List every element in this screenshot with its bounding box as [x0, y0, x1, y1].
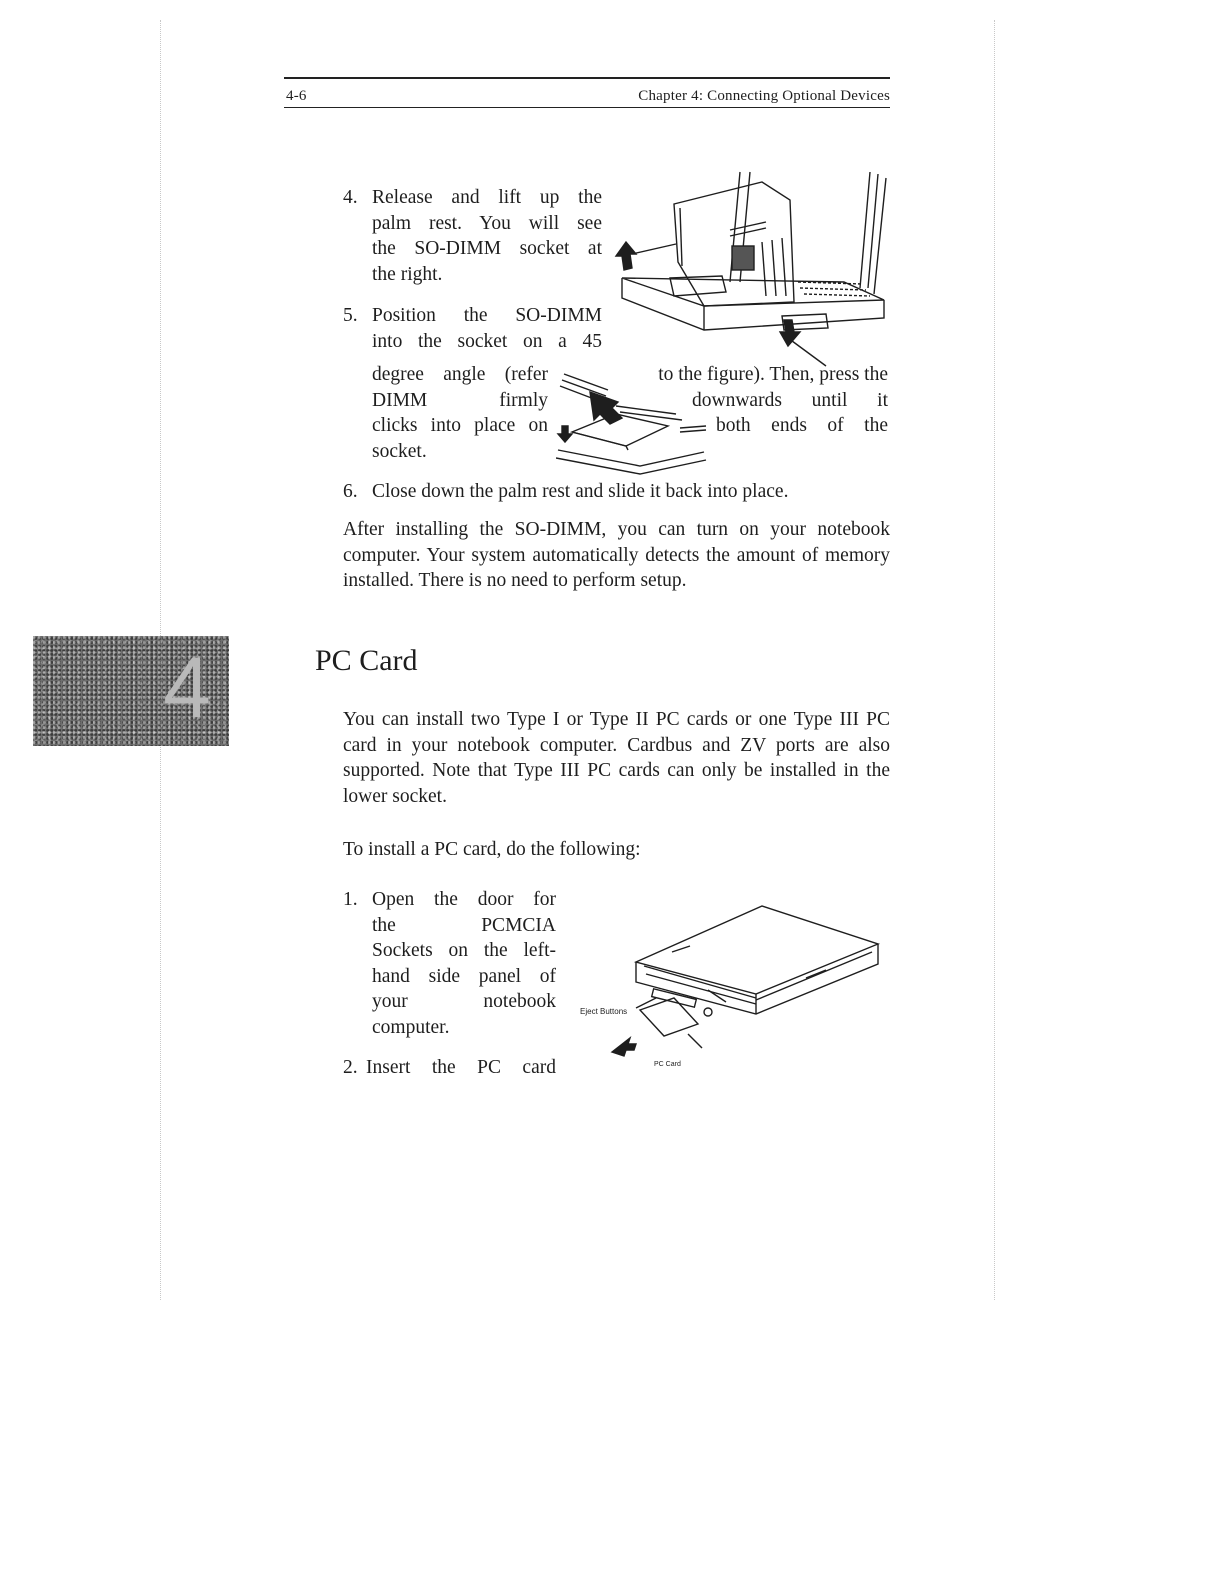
header-rule-bottom — [284, 107, 890, 108]
text-line: to the figure). Then, press the — [658, 364, 888, 385]
header-rule-top — [284, 77, 890, 79]
text-line: the SO-DIMM socket at — [372, 238, 602, 259]
text-line: into the socket on a 45 — [372, 330, 602, 352]
step-5-text-top — [372, 303, 602, 354]
pc-card-label: PC Card — [654, 1061, 681, 1068]
text-line: degree angle (refer — [372, 364, 548, 385]
step-6-text: Close down the palm rest and slide it back into place. — [372, 481, 789, 502]
scan-edge-right — [994, 20, 995, 1300]
step-4-text — [372, 185, 602, 287]
text-line: Insert the PC card — [366, 1057, 556, 1078]
pc-step-1-text — [372, 887, 556, 1040]
text-line: both ends of the — [716, 415, 888, 436]
step-5-number: 5. — [343, 305, 358, 326]
chapter-thumb-number: 4 — [163, 640, 211, 736]
text-line: clicks into place on — [372, 415, 548, 436]
text-line: DIMM firmly — [372, 389, 548, 411]
step-6-number: 6. — [343, 481, 358, 502]
text-line: your notebook — [372, 991, 556, 1012]
text-line: Sockets on the left- — [372, 940, 556, 961]
chapter-title: Chapter 4: Connecting Optional Devices — [638, 88, 890, 104]
text-line: socket. — [372, 440, 427, 462]
pc-card-insert-figure — [576, 894, 886, 1072]
text-line: downwards until it — [692, 389, 888, 411]
eject-buttons-label: Eject Buttons — [580, 1007, 628, 1016]
pc-step-2-text — [366, 1055, 556, 1081]
text-line: Release and lift up the — [372, 187, 602, 208]
step-5-wrap-left — [372, 362, 548, 464]
page-number: 4-6 — [286, 88, 307, 104]
text-line: palm rest. You will see — [372, 212, 602, 234]
palm-rest-figure — [612, 170, 894, 370]
text-line: the PCMCIA — [372, 914, 556, 936]
pc-step-1-number: 1. — [343, 889, 358, 910]
section-lead: To install a PC card, do the following: — [343, 839, 641, 860]
text-line: the right. — [372, 263, 443, 285]
text-line: hand side panel of — [372, 965, 556, 987]
section-intro-paragraph: You can install two Type I or Type II PC cards or one Type III PC card in your notebook computer. Cardbus and ZV ports are also supported. Note that Type III PC cards can only be installed in the lower socket. — [343, 709, 890, 807]
so-dimm-insert-figure — [556, 372, 712, 476]
text-line: Open the door for — [372, 889, 556, 910]
text-line: computer. — [372, 1016, 450, 1038]
step-4-number: 4. — [343, 187, 358, 208]
text-line: Position the SO-DIMM — [372, 305, 602, 326]
after-install-paragraph: After installing the SO-DIMM, you can turn on your notebook computer. Your system automatically detects the amount of memory installed. There is no need to perform setup. — [343, 519, 890, 591]
pc-step-2-number: 2. — [343, 1057, 358, 1078]
chapter-thumb-tab — [33, 636, 229, 746]
section-heading: PC Card — [315, 644, 418, 677]
